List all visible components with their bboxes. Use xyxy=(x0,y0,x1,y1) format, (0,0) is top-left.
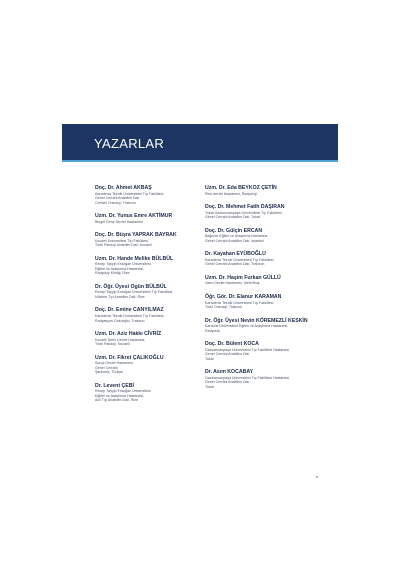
page-number: v xyxy=(316,474,318,479)
author-affiliation-line: Kocaeli Üniversitesi Tıp Fakültesi, xyxy=(95,238,149,243)
author-name: Dr. Asım KOCABAY xyxy=(205,369,254,376)
author-name: Doç. Dr. Mehmet Fatih DAŞIRAN xyxy=(205,204,285,211)
author-entry xyxy=(205,251,335,267)
author-entry xyxy=(95,331,215,347)
author-affiliation-line: Tokat Gaziosmanpaşa Üniversitesi Tıp Fakültesi xyxy=(205,210,282,215)
author-name: Dr. Öğr. Üyesi Nevin KÖREMEZLİ KESKİN xyxy=(205,317,308,324)
author-affiliation-line: Gaziosmanpaşa Üniversitesi Tıp Fakültesi Hastanesi, xyxy=(205,375,291,380)
author-entry xyxy=(95,355,215,375)
author-affiliation-line: Tokat xyxy=(205,356,214,361)
author-entry xyxy=(205,318,335,334)
author-affiliation-line: Karadeniz Teknik Üniversitesi Tıp Fakültesi xyxy=(205,300,274,305)
author-name: Uzm. Dr. Haşim Furkan GÜLLÜ xyxy=(205,274,281,281)
author-affiliation-line: Genel Cerrahi Anabilim Dalı, xyxy=(95,196,141,201)
author-entry xyxy=(205,275,335,286)
author-affiliation-line: Eğitim ve Araştırma Hastanesi, xyxy=(95,393,145,398)
author-name: Doç. Dr. Büşra YAPRAK BAYRAK xyxy=(95,232,177,239)
author-entry xyxy=(95,383,215,403)
author-affiliation-line: Varto Devlet Hastanesi, Varto/Muş xyxy=(205,281,260,286)
author-affiliation-line: Tıbbi Onkoloji, Trabzon xyxy=(205,305,242,310)
author-affiliation-line: Karabük Üniversitesi Eğitim ve Araştırma Hastanesi, xyxy=(205,324,289,329)
author-name: Doç. Dr. Ahmet AKBAŞ xyxy=(95,185,152,191)
header-banner xyxy=(62,124,338,160)
author-affiliation-line: Radyoloji xyxy=(205,328,220,333)
author-affiliation-line: Genel Cerrahi Anabilim Dalı, Trabzon xyxy=(205,262,265,267)
author-name: Uzm. Dr. Eda BEYKOZ ÇETİN xyxy=(205,185,277,191)
author-affiliation-line: Genel Cerrahi Anabilim Dalı, Tokat xyxy=(205,215,260,220)
author-name: Uzm. Dr. Yunus Emre AKTİMUR xyxy=(95,213,173,220)
author-name: Dr. Öğr. Üyesi Ogün BÜLBÜL xyxy=(95,283,167,290)
author-entry xyxy=(205,185,335,196)
author-entry xyxy=(205,369,335,389)
author-name: Doç. Dr. Bülent KOCA xyxy=(205,341,259,348)
author-entry xyxy=(95,213,215,224)
author-name: Uzm. Dr. Hande Melike BÜLBÜL xyxy=(95,255,174,262)
author-name: Uzm. Dr. Aziz Hakkı CİVRİZ xyxy=(95,331,162,338)
author-affiliation-line: Bağcılar Eğitim ve Araştırma Hastanesi, xyxy=(205,234,269,239)
authors-column-left xyxy=(95,185,215,411)
author-entry xyxy=(95,284,215,300)
author-name: Dr. Kayahan EYÜBOĞLU xyxy=(205,251,266,258)
author-affiliation-line: Bingöl Genç Devlet Hastanesi xyxy=(95,219,143,224)
author-affiliation-line: Tokat xyxy=(205,384,214,389)
author-affiliation-line: Nükleer Tıp Anabilim Dalı, Rize xyxy=(95,294,145,299)
author-affiliation-line: Tıbbi Patoloji, Kocaeli xyxy=(95,342,130,347)
author-entry xyxy=(95,185,215,205)
author-affiliation-line: Genel Cerrahi Anabilim Dalı xyxy=(205,380,250,385)
author-affiliation-line: Gaziosmanpaşa Üniversitesi Tıp Fakültesi Hastanesi, xyxy=(205,347,291,352)
author-entry xyxy=(205,204,335,220)
author-affiliation-line: Cerrahi Onkoloji, Trabzon xyxy=(95,200,136,205)
author-entry xyxy=(95,307,215,323)
author-affiliation-line: Genel Cerrahi, xyxy=(95,365,119,370)
author-name: Öğr. Gör. Dr. Elanur KARAMAN xyxy=(205,293,282,300)
author-affiliation-line: Eğitim ve Araştırma Hastanesi, xyxy=(95,266,145,271)
author-affiliation-line: Tıbbi Patoloji Anabilim Dalı, Kocaeli xyxy=(95,243,152,248)
author-affiliation-line: Radyasyon Onkolojisi, Trabzon xyxy=(95,318,145,323)
author-affiliation-line: Acil Tıp Anabilim Dalı, Rize xyxy=(95,398,139,403)
author-affiliation-line: Recep Tayyip Erdoğan Üniversitesi xyxy=(95,389,151,394)
authors-column-right xyxy=(205,185,335,397)
author-entry xyxy=(95,256,215,276)
author-name: Doç. Dr. Gülçin ERCAN xyxy=(205,227,263,234)
author-affiliation-line: Radyoloji Kliniği, Rize xyxy=(95,271,130,276)
author-entry xyxy=(205,294,335,310)
author-affiliation-line: Genel Cerrahi Anabilim Dalı xyxy=(205,352,250,357)
author-affiliation-line: Genel Cerrahi Anabilim Dalı, İstanbul xyxy=(205,238,264,243)
author-affiliation-line: Rize devlet Hastanesi, Radyoloji xyxy=(205,191,257,196)
author-affiliation-line: Suruç Devlet Hastanesi, xyxy=(95,361,134,366)
author-affiliation-line: Karadeniz Teknik Üniversitesi Tıp Fakültesi xyxy=(205,257,274,262)
author-entry xyxy=(205,228,335,244)
author-name: Uzm. Dr. Fikret ÇALIKOĞLU xyxy=(95,354,164,361)
page-title: YAZARLAR xyxy=(94,136,165,151)
author-affiliation-line: Şanlıurfa, Türkiye xyxy=(95,370,124,375)
author-affiliation-line: Recep Tayyip Erdoğan Üniversitesi xyxy=(95,262,151,267)
author-name: Doç. Dr. Emine CANYILMAZ xyxy=(95,307,164,314)
author-name: Dr. Levent ÇEBİ xyxy=(95,382,134,389)
author-entry xyxy=(205,341,335,361)
author-affiliation-line: Karadeniz Teknik Üniversitesi Tıp Fakültesi xyxy=(95,191,164,196)
author-affiliation-line: Kocaeli Şehir Devlet Hastanesi, xyxy=(95,337,146,342)
author-affiliation-line: Recep Tayyip Erdoğan Üniversitesi Tıp Fakültesi xyxy=(95,290,173,295)
author-entry xyxy=(95,232,215,248)
author-affiliation-line: Karadeniz Teknik Üniversitesi Tıp Fakültesi, xyxy=(95,314,165,319)
header-accent-stripe xyxy=(62,160,338,162)
